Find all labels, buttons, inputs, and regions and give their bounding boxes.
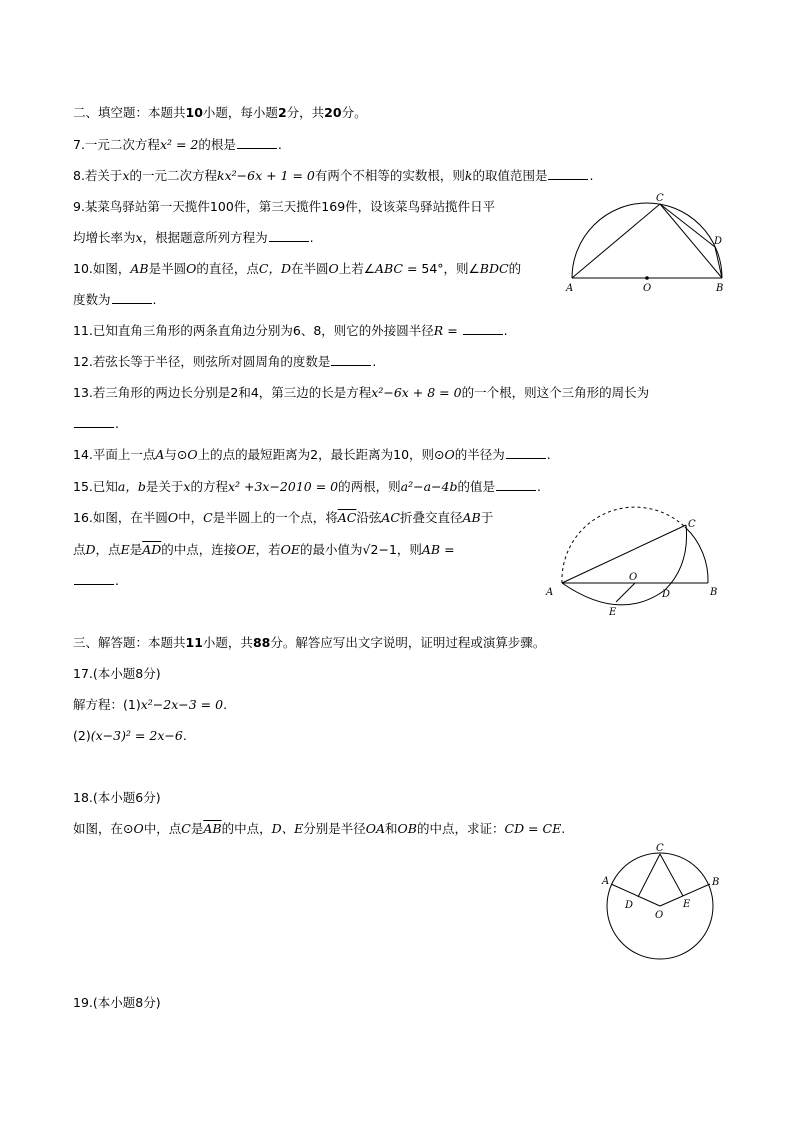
label-e: E: [683, 899, 691, 910]
label-d: D: [662, 589, 671, 600]
question-14: 14.平面上一点A与⊙O上的点的最短距离为2，最长距离为10，则⊙O的半径为 .: [73, 447, 551, 462]
question-12: 12.若弦长等于半径，则弦所对圆周角的度数是 .: [73, 354, 377, 369]
figure-q18-circle: [598, 840, 728, 965]
segment-cd: [638, 854, 660, 897]
question-19-title: 19.(本小题8分): [73, 995, 161, 1010]
section3-heading: 三、解答题：本题共11小题，共88分。解答应写出文字说明，证明过程或演算步骤。: [73, 635, 546, 650]
segment-ce: [660, 854, 683, 896]
question-9-line1: 9.某菜鸟驿站第一天揽件100件，第三天揽件169件，设该菜鸟驿站揽件日平: [73, 199, 496, 214]
question-15: 15.已知a，b是关于x的方程x² +3x−2010 = 0的两根，则a²−a−4b的值是 .: [73, 479, 541, 494]
answer-blank[interactable]: [112, 291, 152, 304]
label-c: C: [688, 519, 696, 530]
answer-blank[interactable]: [463, 322, 503, 335]
answer-blank[interactable]: [331, 353, 371, 366]
label-a: A: [602, 876, 610, 887]
question-9-line2: 均增长率为x，根据题意所列方程为 .: [73, 230, 314, 245]
figure-q10-semicircle: [560, 192, 740, 297]
figure-q16-folded-semicircle: [540, 505, 730, 620]
chord-cd: [660, 204, 715, 247]
center-point: [645, 276, 649, 280]
label-o: O: [629, 572, 638, 583]
label-b: B: [712, 877, 720, 888]
semicircle-dashed-arc: [562, 507, 685, 583]
label-a: A: [566, 283, 574, 294]
question-17-title: 17.(本小题8分): [73, 666, 161, 681]
label-o: O: [643, 283, 652, 294]
question-8: 8.若关于x的一元二次方程kx²−6x + 1 = 0有两个不相等的实数根，则k的取值范围是 .: [73, 168, 594, 183]
question-17-part2: (2)(x−3)² = 2x−6.: [73, 728, 187, 743]
question-7: 7.一元二次方程x² = 2的根是 .: [73, 137, 282, 152]
label-e: E: [609, 607, 617, 618]
label-o: O: [655, 910, 664, 921]
answer-blank[interactable]: [506, 446, 546, 459]
segment-oe: [616, 583, 635, 602]
label-b: B: [710, 587, 718, 598]
question-16-line2: 点D，点E是$\overline{AD}$的中点，连接OE，若OE的最小值为√2−1，则AB =: [73, 542, 455, 557]
label-d: D: [714, 236, 723, 247]
semicircle-solid-arc: [685, 527, 708, 583]
question-16-line1: 16.如图，在半圆O中，C是半圆上的一个点，将$\overline{AC}$沿弦AC折叠交直径AB于: [73, 510, 494, 525]
question-13-line1: 13.若三角形的两边长分别是2和4，第三边的长是方程x²−6x + 8 = 0的一个根，则这个三角形的周长为: [73, 385, 650, 400]
section2-heading: 二、填空题：本题共10小题，每小题2分，共20分。: [73, 105, 367, 120]
question-11: 11.已知直角三角形的两条直角边分别为6、8，则它的外接圆半径R = .: [73, 323, 508, 338]
semicircle-arc: [572, 203, 722, 278]
chord-ac: [562, 525, 686, 583]
question-10-line1: 10.如图，AB是半圆O的直径，点C，D在半圆O上若∠ABC = 54°，则∠BDC的: [73, 261, 522, 276]
radius-oa: [611, 884, 660, 906]
answer-blank[interactable]: [269, 229, 309, 242]
answer-blank[interactable]: [496, 478, 536, 491]
answer-blank[interactable]: [74, 415, 114, 428]
label-c: C: [656, 193, 664, 204]
question-13-line2: .: [73, 415, 119, 433]
answer-blank[interactable]: [74, 572, 114, 585]
label-d: D: [625, 900, 634, 911]
question-18-title: 18.(本小题6分): [73, 790, 161, 805]
label-b: B: [716, 283, 724, 294]
question-16-line3: .: [73, 572, 119, 590]
question-18-text: 如图，在⊙O中，点C是$\overline{AB}$的中点，D、E分别是半径OA和OB的中点，求证：CD = CE.: [73, 821, 566, 836]
label-a: A: [546, 587, 554, 598]
answer-blank[interactable]: [237, 136, 277, 149]
question-10-line2: 度数为 .: [73, 292, 157, 307]
chord-ac: [572, 204, 660, 278]
label-c: C: [656, 843, 664, 854]
answer-blank[interactable]: [548, 167, 588, 180]
question-17-part1: 解方程：(1)x²−2x−3 = 0.: [73, 697, 228, 712]
